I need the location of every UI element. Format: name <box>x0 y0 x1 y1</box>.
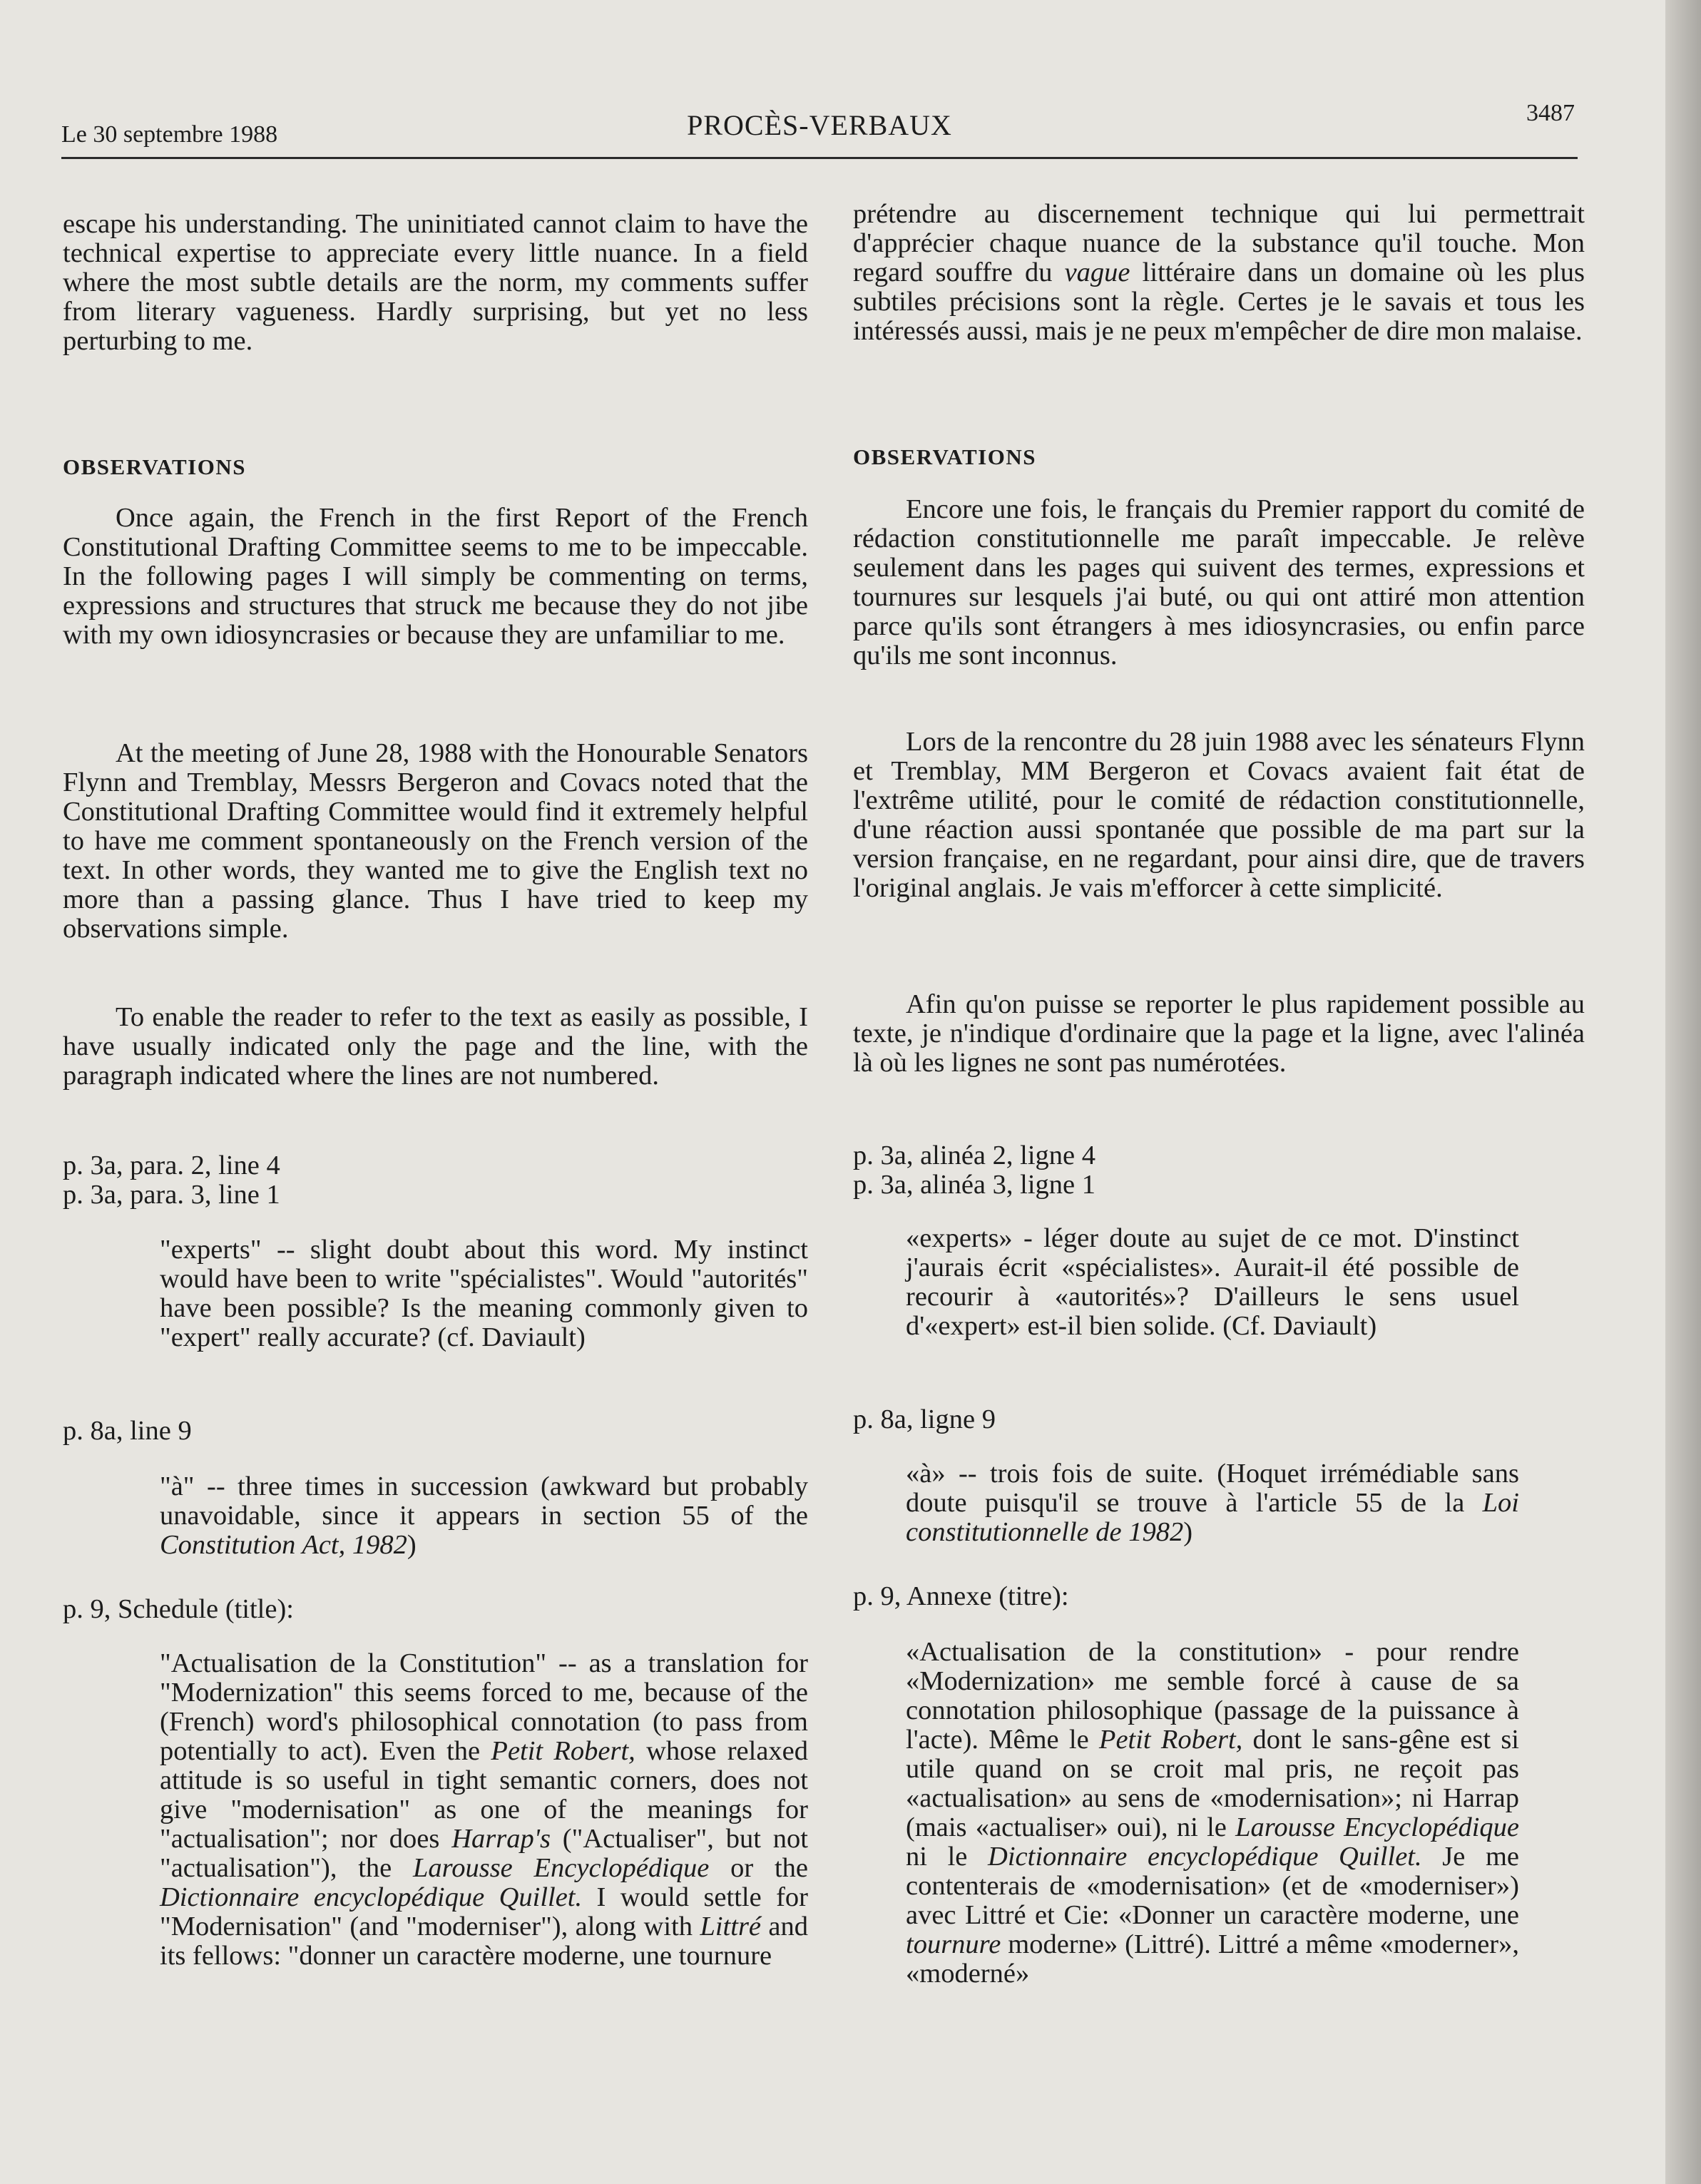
left-ref-2: p. 8a, line 9 <box>63 1416 192 1446</box>
left-paragraph-3: To enable the reader to refer to the text as easily as possible, I have usually indicated only the page and the line, with the paragraph indicated where the lines are not numbered. <box>63 1002 808 1091</box>
header-title: PROCÈS-VERBAUX <box>687 109 952 141</box>
page-edge <box>1665 0 1701 2184</box>
left-paragraph-1: Once again, the French in the first Report of the French Constitutional Drafting Committee seems to me to be impeccable. In the following pages I will simply be commenting on terms, expressions and structures that struck me because they do not jibe with my own idiosyncrasies or because they are unfamiliar to me. <box>63 503 808 650</box>
left-note-3: "Actualisation de la Constitution" -- as a translation for "Modernization" this seems forced to me, because of the (French) word's philosophical connotation (to pass from potentially to act). Even the Petit Robert, whose relaxed attitude is so useful in tight semantic corners, does not give "modernisation" as one of the meanings for "actualisation"; nor does Harrap's ("Actualiser", but not "actualisation"), the Larousse Encyclopédique or the Dictionnaire encyclopédique Quillet. I would settle for "Modernisation" (and "moderniser"), along with Littré and its fellows: "donner un caractère moderne, une tournure <box>160 1648 809 1971</box>
right-note-2: «à» -- trois fois de suite. (Hoquet irrémédiable sans doute puisqu'il se trouve à l'article 55 de la Loi constitutionnelle de 1982) <box>906 1459 1519 1547</box>
left-ref-1a: p. 3a, para. 2, line 4 <box>63 1150 280 1180</box>
right-note-1: «experts» - léger doute au sujet de ce mot. D'instinct j'aurais écrit «spécialistes». Aurait-il été possible de recourir à «autorités»? D'ailleurs le sens usuel d'«expert» est-il bien solide. (Cf. Daviault) <box>906 1223 1519 1341</box>
left-reference-1 <box>63 1151 280 1210</box>
right-observations-heading: OBSERVATIONS <box>853 444 1036 469</box>
left-ref-1b: p. 3a, para. 3, line 1 <box>63 1180 280 1210</box>
right-ref-1b: p. 3a, alinéa 3, ligne 1 <box>853 1170 1095 1200</box>
right-reference-1 <box>853 1141 1095 1200</box>
right-ref-1a: p. 3a, alinéa 2, ligne 4 <box>853 1141 1095 1170</box>
left-ref-3: p. 9, Schedule (title): <box>63 1594 294 1624</box>
right-ref-2: p. 8a, ligne 9 <box>853 1404 996 1434</box>
right-paragraph-1: Encore une fois, le français du Premier rapport du comité de rédaction constitutionnelle me paraît impeccable. Je relève seulement dans les pages qui suivent des termes, expressions et tournures sur lesquels j'ai buté, ou qui ont attiré mon attention parce qu'ils sont étrangers à mes idiosyncrasies, ou enfin parce qu'ils me sont inconnus. <box>853 494 1585 670</box>
left-note-2: "à" -- three times in succession (awkward but probably unavoidable, since it appears in section 55 of the Constitution Act, 1982) <box>160 1471 808 1560</box>
page-number: 3487 <box>1526 100 1575 126</box>
left-observations-heading: OBSERVATIONS <box>63 454 246 479</box>
running-head <box>61 100 1578 159</box>
left-paragraph-2: At the meeting of June 28, 1988 with the Honourable Senators Flynn and Tremblay, Messrs Bergeron and Covacs noted that the Constitutional Drafting Committee would find it extremely helpful to have me comment spontaneously on the French version of the text. In other words, they wanted me to give the English text no more than a passing glance. Thus I have tried to keep my observations simple. <box>63 738 808 944</box>
header-date: Le 30 septembre 1988 <box>61 121 278 148</box>
left-note-1: "experts" -- slight doubt about this word. My instinct would have been to write "spécialistes". Would "autorités" have been possible? Is the meaning commonly given to "expert" really accurate? (cf. Daviault) <box>160 1235 808 1352</box>
right-intro-paragraph: prétendre au discernement technique qui lui permettrait d'apprécier chaque nuance de la substance qu'il touche. Mon regard souffre du vague littéraire dans un domaine où les plus subtiles précisions sont la règle. Certes je le savais et tous les intéressés aussi, mais je ne peux m'empêcher de dire mon malaise. <box>853 199 1585 346</box>
right-paragraph-3: Afin qu'on puisse se reporter le plus rapidement possible au texte, je n'indique d'ordinaire que la page et la ligne, avec l'alinéa là où les lignes ne sont pas numérotées. <box>853 989 1585 1078</box>
right-note-3: «Actualisation de la constitution» - pour rendre «Modernization» me semble forcé à cause de sa connotation philosophique (passage de la puissance à l'acte). Même le Petit Robert, dont le sans-gêne est si utile quand on se croit mal pris, ne reçoit pas «actualisation» au sens de «modernisation»; ni Harrap (mais «actualiser» oui), ni le Larousse Encyclopédique ni le Dictionnaire encyclopédique Quillet. Je me contenterais de «modernisation» (et de «moderniser») avec Littré et Cie: «Donner un caractère moderne, une tournure moderne» (Littré). Littré a même «moderner», «moderné» <box>906 1637 1520 1989</box>
right-ref-3: p. 9, Annexe (titre): <box>853 1581 1069 1611</box>
right-paragraph-2: Lors de la rencontre du 28 juin 1988 avec les sénateurs Flynn et Tremblay, MM Bergeron et Covacs avaient fait état de l'extrême utilité, pour le comité de rédaction constitutionnelle, d'une réaction aussi spontanée que possible de ma part sur la version française, en ne regardant, pour ainsi dire, que de travers l'original anglais. Je vais m'efforcer à cette simplicité. <box>853 727 1585 903</box>
left-intro-paragraph: escape his understanding. The uninitiated cannot claim to have the technical expertise to appreciate every little nuance. In a field where the most subtle details are the norm, my comments suffer from literary vagueness. Hardly surprising, but yet no less perturbing to me. <box>63 209 808 356</box>
